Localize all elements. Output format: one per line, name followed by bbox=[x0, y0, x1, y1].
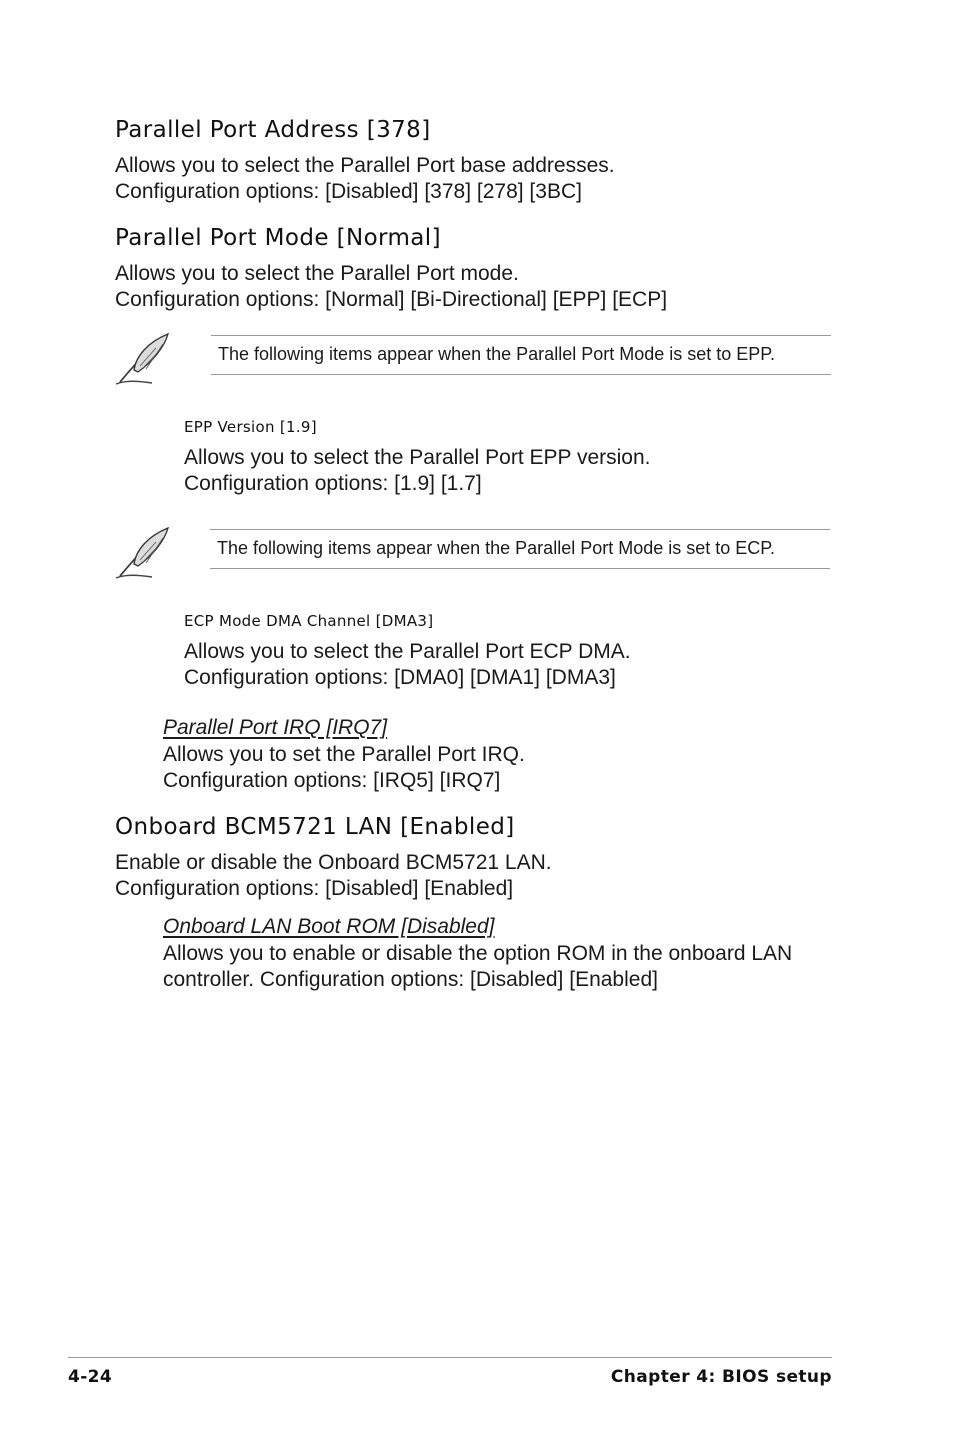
chapter-title: Chapter 4: BIOS setup bbox=[610, 1367, 832, 1387]
heading-onboard-lan-boot-rom: Onboard LAN Boot ROM [Disabled] bbox=[163, 915, 495, 938]
onboard-lan-description: Enable or disable the Onboard BCM5721 LAN. bbox=[115, 851, 552, 874]
page-number: 4-24 bbox=[68, 1367, 113, 1387]
heading-ecp-mode-dma-channel: ECP Mode DMA Channel [DMA3] bbox=[184, 612, 434, 630]
parallel-port-address-description: Allows you to select the Parallel Port base addresses. bbox=[115, 154, 615, 177]
heading-parallel-port-mode: Parallel Port Mode [Normal] bbox=[115, 225, 441, 251]
onboard-lan-options: Configuration options: [Disabled] [Enabled] bbox=[115, 877, 514, 900]
feather-pen-icon bbox=[112, 524, 172, 580]
parallel-irq-options: Configuration options: [IRQ5] [IRQ7] bbox=[163, 769, 501, 792]
note-text-ecp: The following items appear when the Parallel Port Mode is set to ECP. bbox=[217, 538, 775, 558]
parallel-port-mode-options: Configuration options: [Normal] [Bi-Directional] [EPP] [ECP] bbox=[115, 288, 668, 311]
lan-boot-rom-description-line1: Allows you to enable or disable the option ROM in the onboard LAN bbox=[163, 942, 793, 965]
feather-pen-icon bbox=[112, 330, 172, 386]
heading-onboard-lan: Onboard BCM5721 LAN [Enabled] bbox=[115, 814, 515, 840]
heading-parallel-port-address: Parallel Port Address [378] bbox=[115, 117, 431, 143]
parallel-irq-description: Allows you to set the Parallel Port IRQ. bbox=[163, 743, 525, 766]
ecp-dma-options: Configuration options: [DMA0] [DMA1] [DMA3] bbox=[184, 666, 616, 689]
parallel-port-address-options: Configuration options: [Disabled] [378] [278] [3BC] bbox=[115, 180, 582, 203]
note-text-epp: The following items appear when the Parallel Port Mode is set to EPP. bbox=[218, 344, 775, 364]
heading-parallel-port-irq: Parallel Port IRQ [IRQ7] bbox=[163, 716, 388, 739]
ecp-dma-description: Allows you to select the Parallel Port ECP DMA. bbox=[184, 640, 631, 663]
heading-epp-version: EPP Version [1.9] bbox=[184, 418, 317, 436]
epp-version-options: Configuration options: [1.9] [1.7] bbox=[184, 472, 482, 495]
lan-boot-rom-description-line2: controller. Configuration options: [Disabled] [Enabled] bbox=[163, 968, 658, 991]
parallel-port-mode-description: Allows you to select the Parallel Port mode. bbox=[115, 262, 519, 285]
epp-version-description: Allows you to select the Parallel Port EPP version. bbox=[184, 446, 651, 469]
note-box-epp bbox=[211, 335, 831, 375]
footer-divider bbox=[68, 1357, 832, 1358]
note-box-ecp bbox=[210, 529, 830, 569]
